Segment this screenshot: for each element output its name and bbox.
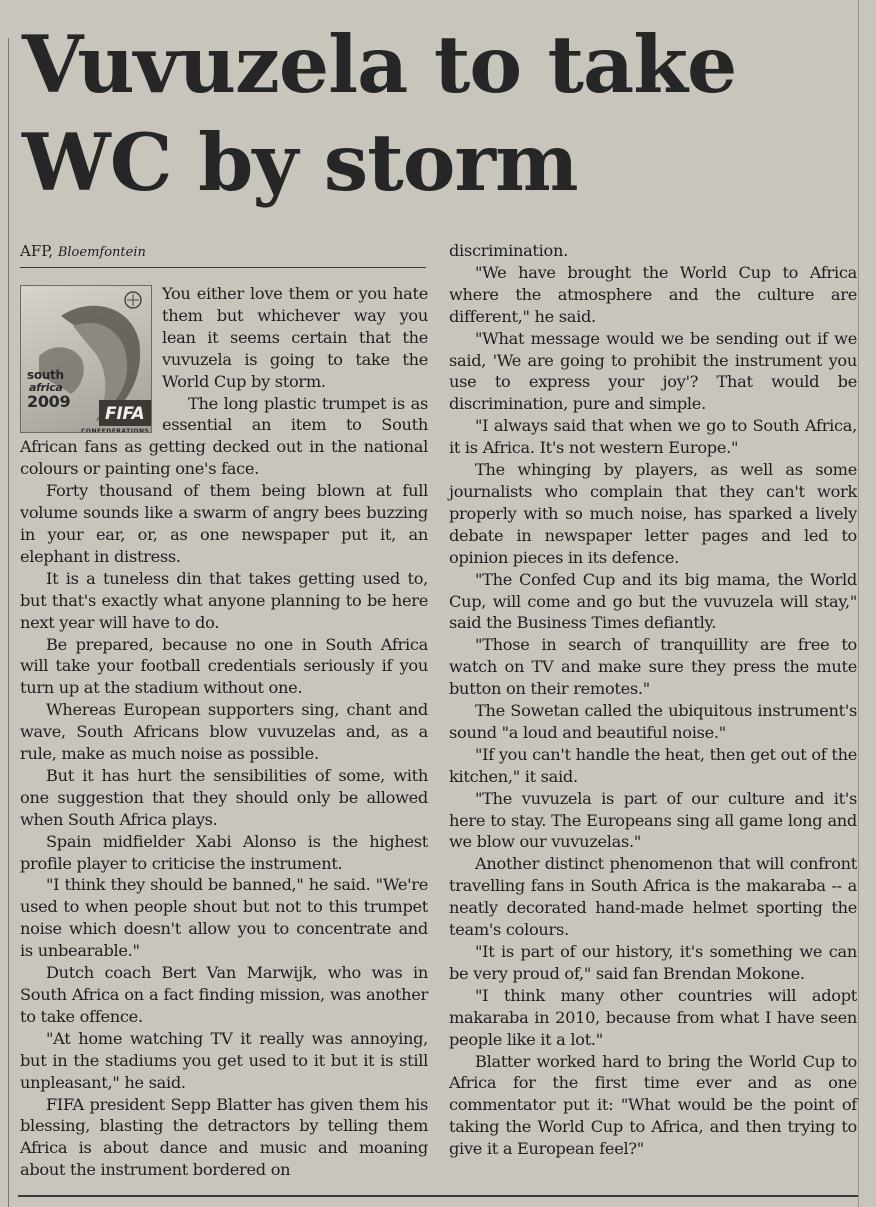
paragraph: The Sowetan called the ubiquitous instrument's sound "a loud and beautiful noise." <box>449 701 857 742</box>
logo-tagline: CONFEDERATIONS <box>81 428 150 433</box>
confederations-cup-logo <box>20 285 152 433</box>
paragraph: "The vuvuzela is part of our culture and it's here to stay. The Europeans sing all game long and we blow our vuvuzelas." <box>449 788 857 852</box>
paragraph: FIFA president Sepp Blatter has given them his blessing, blasting the detractors by telling them Africa is about dance and music and moaning about the instrument bordered on <box>20 1094 428 1180</box>
paragraph: "I think they should be banned," he said. "We're used to when people shout but not to this trumpet noise which doesn't allow you to concentrate and is unbearable." <box>20 875 428 961</box>
paragraph: "Those in search of tranquillity are free to watch on TV and make sure they press the mute button on their remotes." <box>449 635 857 699</box>
left-column <box>20 283 428 1181</box>
paragraph: Another distinct phenomenon that will confront travelling fans in South Africa is the makaraba -- a neatly decorated hand-made helmet sporting the team's colours. <box>449 854 857 940</box>
byline-agency: AFP, <box>20 242 54 260</box>
paragraph: Blatter worked hard to bring the World Cup to Africa for the first time ever and as one commentator put it: "What would be the point of taking the World Cup to Africa, and then trying to give it a European feel?" <box>449 1051 857 1159</box>
column-gutter-line <box>858 0 859 1207</box>
paragraph: The whinging by players, as well as some journalists who complain that they can't work properly with so much noise, has sparked a lively debate in newspaper letter pages and led to opinion pieces in its defence. <box>449 460 857 567</box>
bottom-rule <box>18 1195 858 1197</box>
paragraph: "The Confed Cup and its big mama, the World Cup, will come and go but the vuvuzela will stay," said the Business Times defiantly. <box>449 569 857 633</box>
paragraph: It is a tuneless din that takes getting used to, but that's exactly what anyone planning to be here next year will have to do. <box>20 568 428 632</box>
article-headline: Vuvuzela to take WC by storm <box>22 18 737 209</box>
paragraph: The long plastic trumpet is as essential an item to South African fans as getting decked out in the national colours or painting one's face. <box>20 393 428 479</box>
byline-place: Bloemfontein <box>57 245 146 260</box>
logo-country-line2: africa <box>29 381 63 394</box>
right-column <box>449 240 857 1160</box>
paragraph: Spain midfielder Xabi Alonso is the highest profile player to criticise the instrument. <box>20 831 428 873</box>
paragraph: Forty thousand of them being blown at full volume sounds like a swarm of angry bees buzzing in your ear, or, as one newspaper put it, an elephant in distress. <box>20 481 428 566</box>
logo-fifa: FIFA <box>105 404 145 424</box>
page-edge-line <box>8 38 9 1207</box>
paragraph: "If you can't handle the heat, then get out of the kitchen," it said. <box>449 744 857 786</box>
byline <box>20 240 426 268</box>
paragraph: "It is part of our history, it's something we can be very proud of," said fan Brendan Mokone. <box>449 942 857 983</box>
logo-country-line1: south <box>27 368 64 382</box>
paragraph: "We have brought the World Cup to Africa where the atmosphere and the culture are different," he said. <box>449 262 857 326</box>
paragraph: "What message would we be sending out if we said, 'We are going to prohibit the instrument you use to express your joy'? That would be discrimination, pure and simple. <box>449 328 857 414</box>
paragraph: Dutch coach Bert Van Marwijk, who was in South Africa on a fact finding mission, was another to take offence. <box>20 963 428 1026</box>
paragraph: "At home watching TV it really was annoying, but in the stadiums you get used to it but it is still unpleasant," he said. <box>20 1028 428 1092</box>
logo-year: 2009 <box>27 392 71 411</box>
paragraph: But it has hurt the sensibilities of some, with one suggestion that they should only be allowed when South Africa plays. <box>20 765 428 829</box>
paragraph: discrimination. <box>449 241 568 260</box>
paragraph: "I think many other countries will adopt makaraba in 2010, because from what I have seen people like it a lot." <box>449 985 857 1049</box>
paragraph: Be prepared, because no one in South Africa will take your football credentials seriously if you turn up at the stadium without one. <box>20 634 428 698</box>
paragraph: Whereas European supporters sing, chant and wave, South Africans blow vuvuzelas and, as a rule, make as much noise as possible. <box>20 700 428 764</box>
paragraph: "I always said that when we go to South Africa, it is Africa. It's not western Europe." <box>449 416 857 458</box>
paragraph: You either love them or you hate them but whichever way you lean it seems certain that the vuvuzela is going to take the World Cup by storm. <box>162 284 428 391</box>
